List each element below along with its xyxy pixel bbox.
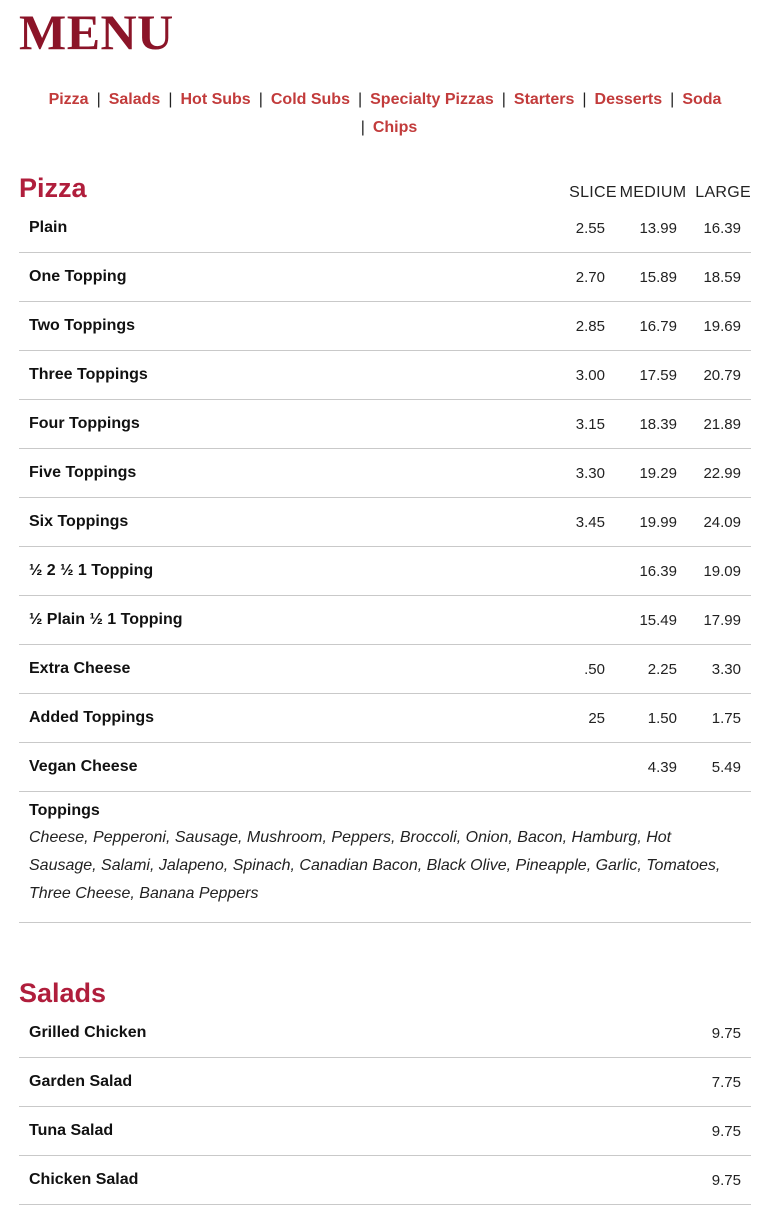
medium-price: 4.39	[647, 758, 677, 776]
nav-separator: |	[670, 91, 675, 108]
toppings-block	[19, 792, 751, 923]
toppings-description: Cheese, Pepperoni, Sausage, Mushroom, Peppers, Broccoli, Onion, Bacon, Hamburg, Hot Sausage, Salami, Jalapeno, Spinach, Canadian Bacon, Black Olive, Pineapple, Garlic, Tomatoes, Three Cheese, Banana Peppers	[29, 829, 721, 902]
item-name: ½ 2 ½ 1 Topping	[29, 562, 154, 579]
nav-separator: |	[168, 91, 173, 108]
menu-item-row	[19, 351, 751, 400]
slice-price	[559, 612, 605, 629]
slice-price: 2.70	[575, 268, 605, 286]
nav-link-chips[interactable]: Chips	[372, 119, 418, 136]
slice-price: 25	[588, 709, 605, 727]
nav-link-salads[interactable]: Salads	[108, 91, 161, 108]
item-name: Five Toppings	[29, 464, 137, 481]
nav-link-specialty-pizzas[interactable]: Specialty Pizzas	[370, 91, 494, 108]
nav-link-pizza[interactable]: Pizza	[48, 91, 89, 108]
menu-item-row	[19, 253, 751, 302]
item-prices	[559, 367, 741, 384]
large-price: 19.69	[703, 317, 741, 335]
menu-item-row	[19, 1156, 751, 1205]
medium-price: 19.29	[639, 464, 677, 482]
item-prices	[559, 465, 741, 482]
item-name: One Topping	[29, 268, 127, 285]
nav-separator: |	[96, 91, 101, 108]
item-price: 9.75	[711, 1122, 741, 1140]
page-title: MENU	[19, 4, 174, 60]
item-name: Plain	[29, 219, 68, 236]
pizza-section	[19, 172, 751, 923]
category-nav	[19, 86, 751, 142]
salads-section-header	[19, 977, 751, 1009]
item-name: Grilled Chicken	[29, 1024, 147, 1041]
slice-price: 3.45	[575, 513, 605, 531]
item-prices	[559, 759, 741, 776]
large-price: 3.30	[711, 660, 741, 678]
item-prices	[559, 416, 741, 433]
salads-list	[19, 1009, 751, 1205]
item-name: Four Toppings	[29, 415, 140, 432]
item-prices	[677, 1123, 741, 1140]
item-name: Chicken Salad	[29, 1171, 139, 1188]
medium-price: 13.99	[639, 219, 677, 237]
item-prices	[559, 514, 741, 531]
menu-item-row	[19, 400, 751, 449]
section-title-pizza: Pizza	[19, 173, 87, 203]
item-name: Extra Cheese	[29, 660, 131, 677]
item-name: Added Toppings	[29, 709, 155, 726]
large-price: 16.39	[703, 219, 741, 237]
toppings-label: Toppings	[29, 802, 100, 819]
slice-price: 2.85	[575, 317, 605, 335]
medium-price: 18.39	[639, 415, 677, 433]
pizza-list	[19, 204, 751, 923]
item-name: Six Toppings	[29, 513, 129, 530]
item-prices	[559, 563, 741, 580]
item-prices	[559, 710, 741, 727]
item-prices	[559, 269, 741, 286]
nav-separator: |	[357, 91, 363, 108]
item-prices	[559, 661, 741, 678]
menu-item-row	[19, 596, 751, 645]
medium-price: 1.50	[647, 709, 677, 727]
menu-item-row	[19, 645, 751, 694]
large-price: 24.09	[703, 513, 741, 531]
item-name: Vegan Cheese	[29, 758, 138, 775]
item-prices	[559, 318, 741, 335]
slice-price: 3.30	[575, 464, 605, 482]
large-price: 22.99	[703, 464, 741, 482]
column-header-slice: SLICE	[569, 184, 617, 201]
column-header-medium: MEDIUM	[619, 184, 687, 201]
nav-separator: |	[501, 91, 506, 108]
item-prices	[677, 1025, 741, 1042]
slice-price: .50	[584, 660, 605, 678]
salads-section	[19, 977, 751, 1205]
large-price: 21.89	[703, 415, 741, 433]
nav-separator: |	[360, 119, 365, 136]
nav-link-soda[interactable]: Soda	[682, 91, 722, 108]
slice-price	[559, 759, 605, 776]
nav-link-desserts[interactable]: Desserts	[594, 91, 663, 108]
large-price: 20.79	[703, 366, 741, 384]
item-price: 9.75	[711, 1171, 741, 1189]
item-name: Tuna Salad	[29, 1122, 114, 1139]
item-name: Two Toppings	[29, 317, 136, 334]
pizza-section-header	[19, 172, 751, 204]
large-price: 17.99	[703, 611, 741, 629]
medium-price: 17.59	[639, 366, 677, 384]
medium-price: 15.89	[639, 268, 677, 286]
medium-price: 15.49	[639, 611, 677, 629]
item-price: 7.75	[711, 1073, 741, 1091]
price-column-headers	[569, 184, 751, 204]
nav-separator: |	[258, 91, 263, 108]
item-name: ½ Plain ½ 1 Topping	[29, 611, 183, 628]
large-price: 18.59	[703, 268, 741, 286]
column-header-large: LARGE	[695, 184, 751, 201]
medium-price: 2.25	[647, 660, 677, 678]
menu-item-row	[19, 547, 751, 596]
item-name: Three Toppings	[29, 366, 148, 383]
nav-link-starters[interactable]: Starters	[513, 91, 575, 108]
item-price: 9.75	[711, 1024, 741, 1042]
slice-price	[559, 563, 605, 580]
menu-item-row	[19, 449, 751, 498]
menu-item-row	[19, 1009, 751, 1058]
medium-price: 19.99	[639, 513, 677, 531]
slice-price: 3.15	[575, 415, 605, 433]
nav-link-hot-subs[interactable]: Hot Subs	[180, 91, 251, 108]
nav-separator: |	[582, 91, 587, 108]
slice-price: 2.55	[575, 219, 605, 237]
medium-price: 16.79	[639, 317, 677, 335]
menu-item-row	[19, 743, 751, 792]
item-prices	[559, 220, 741, 237]
item-prices	[559, 612, 741, 629]
large-price: 1.75	[711, 709, 741, 727]
menu-item-row	[19, 1058, 751, 1107]
menu-item-row	[19, 694, 751, 743]
medium-price: 16.39	[639, 562, 677, 580]
menu-item-row	[19, 302, 751, 351]
section-title-salads: Salads	[19, 978, 107, 1008]
item-name: Garden Salad	[29, 1073, 133, 1090]
menu-item-row	[19, 204, 751, 253]
item-prices	[677, 1074, 741, 1091]
nav-link-cold-subs[interactable]: Cold Subs	[270, 91, 350, 108]
item-prices	[677, 1172, 741, 1189]
menu-item-row	[19, 1107, 751, 1156]
slice-price: 3.00	[575, 366, 605, 384]
menu-item-row	[19, 498, 751, 547]
large-price: 5.49	[711, 758, 741, 776]
large-price: 19.09	[703, 562, 741, 580]
